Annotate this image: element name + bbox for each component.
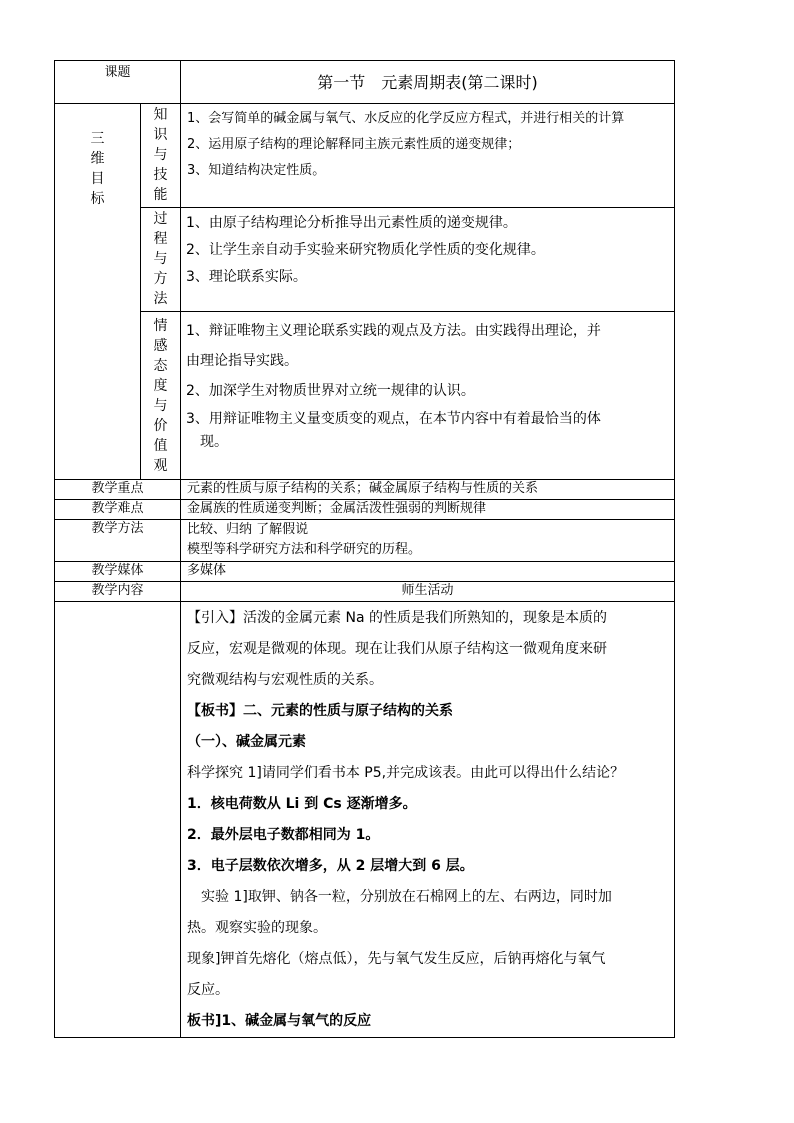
intro-line: 反应，宏观是微观的体现。现在让我们从原子结构这一微观角度来研 [187, 641, 608, 657]
emotion-items-cell [181, 312, 675, 480]
emotion-item: 3、用辩证唯物主义量变质变的观点，在本节内容中有着最恰当的体 [186, 411, 601, 427]
board-heading-2: 板书]1、碱金属与氧气的反应 [187, 1013, 372, 1029]
methods-label: 教学方法 [55, 520, 181, 562]
methods-line2: 模型等科学研究方法和科学研究的历程。 [187, 542, 422, 557]
emotion-item: 2、加深学生对物质世界对立统一规律的认识。 [186, 383, 475, 399]
key-points-label: 教学重点 [55, 480, 181, 500]
process-label-cell [141, 208, 181, 312]
content-blank-cell [55, 602, 181, 1038]
emotion-item: 现。 [186, 434, 229, 450]
emotion-item: 1、辩证唯物主义理论联系实践的观点及方法。由实践得出理论，并 [186, 323, 601, 339]
media-value: 多媒体 [181, 562, 675, 582]
intro-line: 究微观结构与宏观性质的关系。 [187, 672, 384, 688]
emotion-item: 由理论指导实践。 [186, 353, 299, 369]
process-item: 2、让学生亲自动手实验来研究物质化学性质的变化规律。 [186, 242, 545, 258]
methods-line1: 比较、归纳 了解假说 [187, 522, 309, 537]
lesson-title: 第一节 元素周期表(第二课时) [317, 73, 538, 92]
experiment-line: 热。观察实验的现象。 [187, 920, 328, 936]
process-item: 3、理论联系实际。 [186, 269, 307, 285]
difficulties-value: 金属族的性质递变判断；金属活泼性强弱的判断规律 [181, 500, 675, 520]
knowledge-label-cell [141, 104, 181, 208]
sub-heading: （一）、碱金属元素 [187, 734, 307, 750]
objectives-main-label-cell [55, 104, 141, 480]
board-heading: 【板书】二、元素的性质与原子结构的关系 [187, 703, 454, 719]
emotion-label-cell [141, 312, 181, 480]
key-points-value: 元素的性质与原子结构的关系；碱金属原子结构与性质的关系 [181, 480, 675, 500]
conclusion-point: 2．最外层电子数都相同为 1。 [187, 827, 380, 843]
lesson-plan-table [54, 60, 675, 1038]
emotion-label: 情 感 态 度 与 价 值 观 [153, 318, 168, 474]
lesson-title-cell [181, 61, 675, 104]
difficulties-label: 教学难点 [55, 500, 181, 520]
topic-label: 课题 [104, 65, 131, 80]
process-label: 过 程 与 方 法 [153, 211, 168, 307]
knowledge-item: 1、会写简单的碱金属与氧气、水反应的化学反应方程式，并进行相关的计算 [187, 111, 625, 126]
phenomenon-line: 反应。 [187, 982, 230, 998]
content-label: 教学内容 [55, 582, 181, 602]
conclusion-point: 1．核电荷数从 Li 到 Cs 逐渐增多。 [187, 796, 417, 812]
activity-header: 师生活动 [181, 582, 675, 602]
process-item: 1、由原子结构理论分析推导出元素性质的递变规律。 [186, 215, 517, 231]
knowledge-items-cell [181, 104, 675, 208]
phenomenon-line: 现象]钾首先熔化（熔点低），先与氧气发生反应，后钠再熔化与氧气 [187, 951, 606, 967]
knowledge-label: 知 识 与 技 能 [153, 107, 168, 203]
experiment-line: 实验 1]取钾、钠各一粒，分别放在石棉网上的左、右两边，同时加 [187, 889, 612, 905]
objectives-main-label: 三 维 目 标 [90, 131, 105, 207]
activity-body-cell [181, 602, 675, 1038]
conclusion-point: 3．电子层数依次增多，从 2 层增大到 6 层。 [187, 858, 474, 874]
intro-line: 【引入】活泼的金属元素 Na 的性质是我们所熟知的，现象是本质的 [187, 610, 607, 626]
knowledge-item: 3、知道结构决定性质。 [187, 163, 326, 178]
media-label: 教学媒体 [55, 562, 181, 582]
explore-line: 科学探究 1]请同学们看书本 P5,并完成该表。由此可以得出什么结论？ [187, 765, 625, 781]
methods-value-cell [181, 520, 675, 562]
knowledge-item: 2、运用原子结构的理论解释同主族元素性质的递变规律； [187, 137, 521, 152]
topic-label-cell [55, 61, 181, 104]
process-items-cell [181, 208, 675, 312]
